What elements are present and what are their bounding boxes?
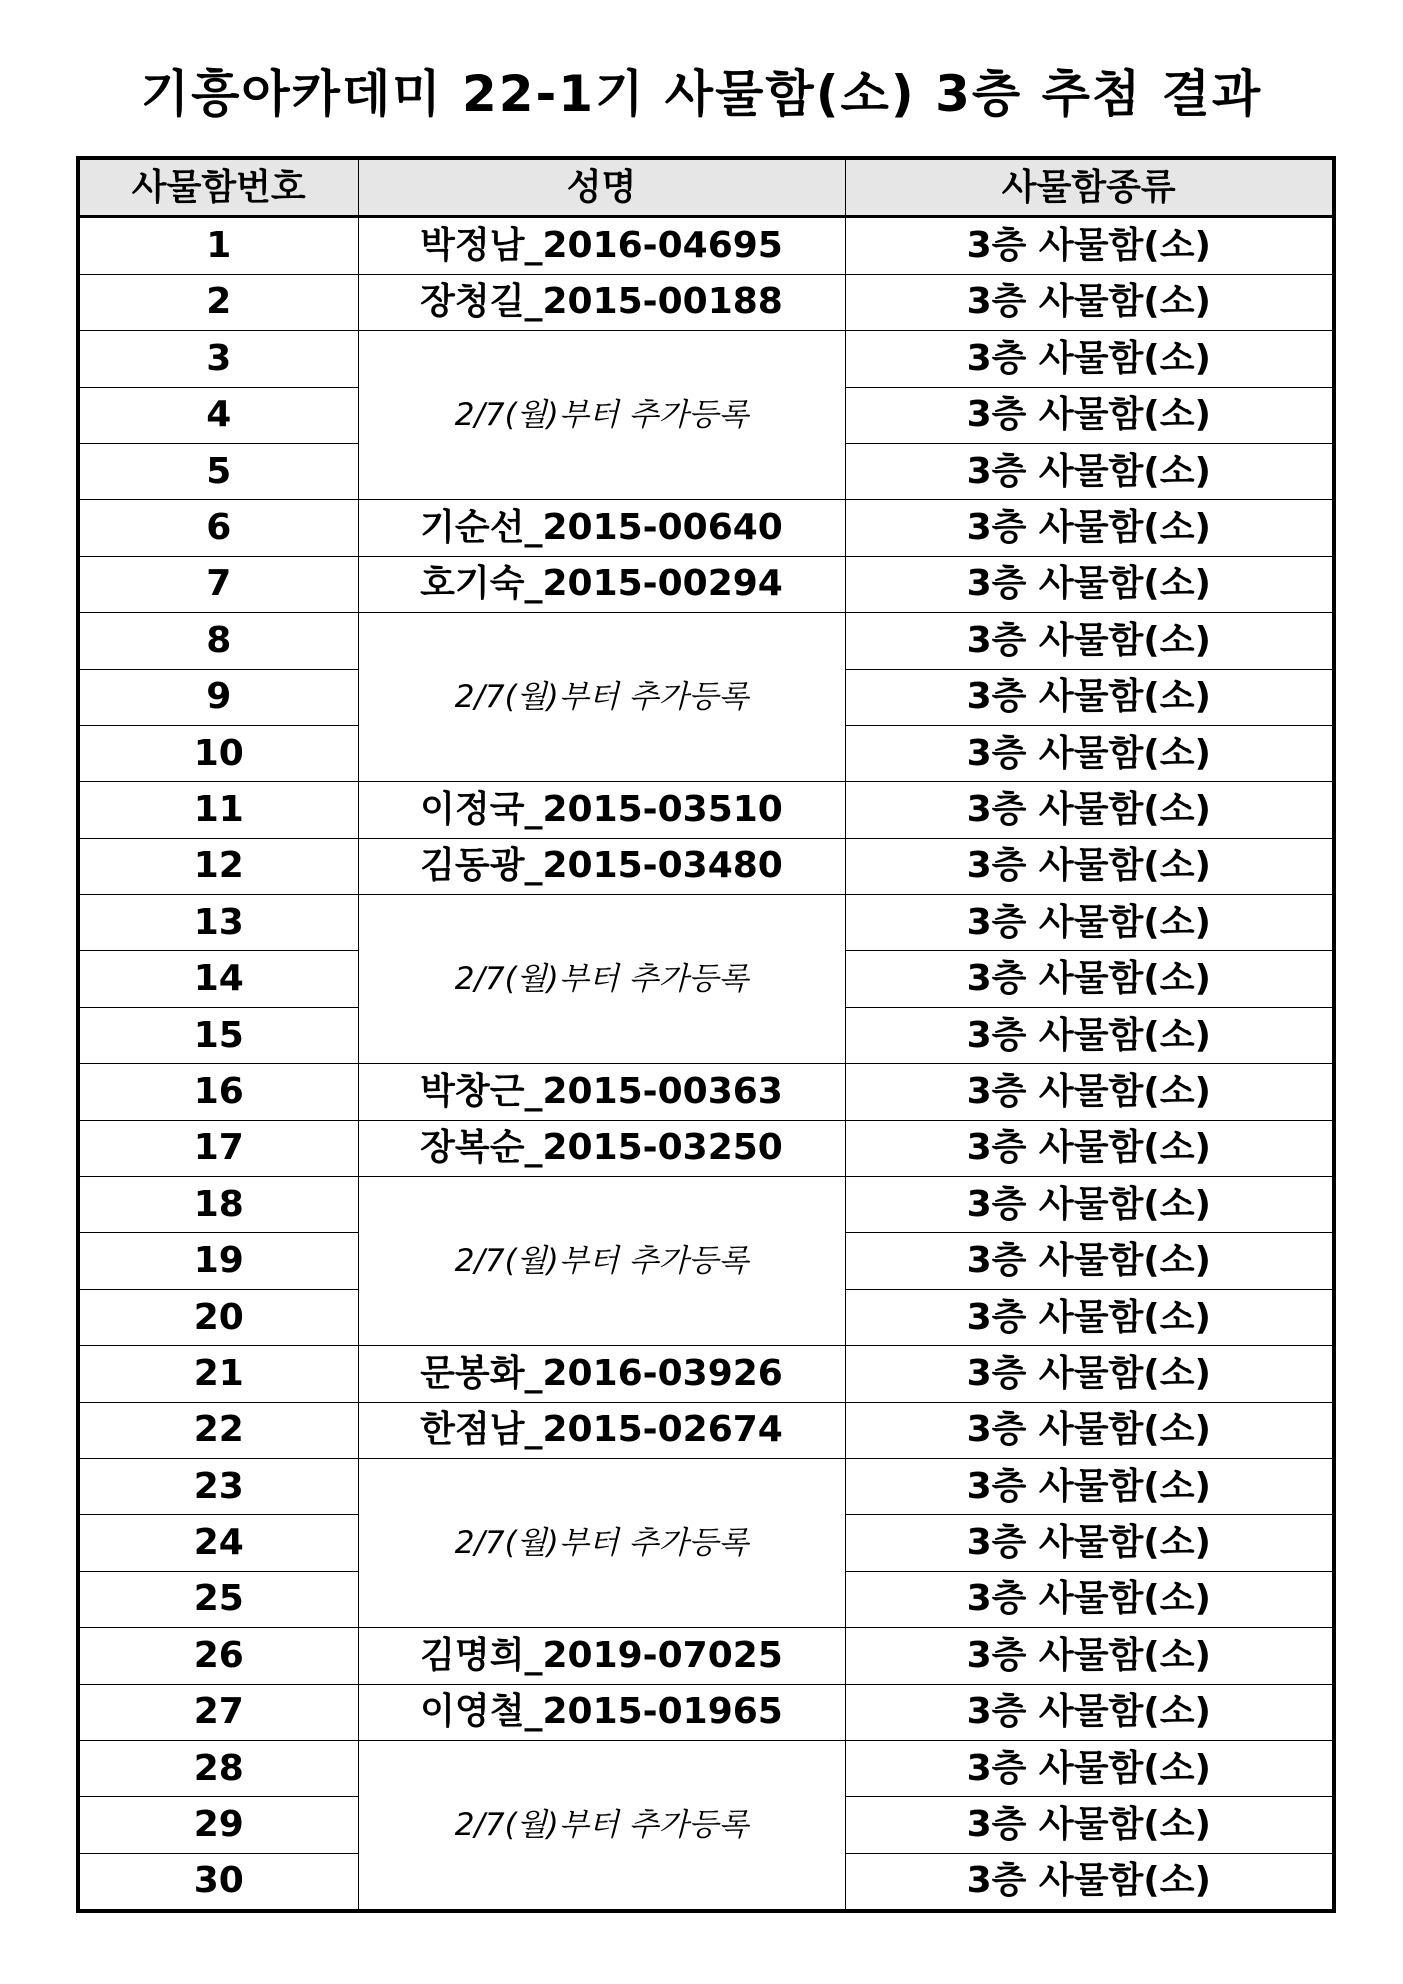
locker-type-cell: 3층 사물함(소) bbox=[845, 1458, 1334, 1514]
locker-number-cell: 28 bbox=[78, 1740, 358, 1796]
locker-type-cell: 3층 사물함(소) bbox=[845, 1346, 1334, 1402]
table-row bbox=[78, 1120, 1334, 1176]
table-row bbox=[78, 1458, 1334, 1514]
locker-type-cell: 3층 사물함(소) bbox=[845, 1120, 1334, 1176]
name-cell: 한점남_2015-02674 bbox=[358, 1402, 845, 1458]
header-name: 성명 bbox=[358, 158, 845, 217]
name-cell: 기순선_2015-00640 bbox=[358, 500, 845, 556]
locker-type-cell: 3층 사물함(소) bbox=[845, 838, 1334, 894]
table-row bbox=[78, 331, 1334, 387]
name-cell: 장복순_2015-03250 bbox=[358, 1120, 845, 1176]
locker-number-cell: 20 bbox=[78, 1289, 358, 1345]
name-cell: 호기숙_2015-00294 bbox=[358, 556, 845, 612]
locker-type-cell: 3층 사물함(소) bbox=[845, 1289, 1334, 1345]
table-row bbox=[78, 782, 1334, 838]
locker-number-cell: 14 bbox=[78, 951, 358, 1007]
name-cell: 이영철_2015-01965 bbox=[358, 1684, 845, 1740]
locker-number-cell: 19 bbox=[78, 1233, 358, 1289]
table-row bbox=[78, 613, 1334, 669]
name-cell: 문봉화_2016-03926 bbox=[358, 1346, 845, 1402]
locker-type-cell: 3층 사물함(소) bbox=[845, 217, 1334, 274]
locker-type-cell: 3층 사물함(소) bbox=[845, 1233, 1334, 1289]
locker-assignment-table bbox=[76, 156, 1336, 1913]
locker-type-cell: 3층 사물함(소) bbox=[845, 331, 1334, 387]
name-cell: 김동광_2015-03480 bbox=[358, 838, 845, 894]
locker-number-cell: 22 bbox=[78, 1402, 358, 1458]
locker-number-cell: 23 bbox=[78, 1458, 358, 1514]
locker-type-cell: 3층 사물함(소) bbox=[845, 613, 1334, 669]
locker-type-cell: 3층 사물함(소) bbox=[845, 1064, 1334, 1120]
table-row bbox=[78, 1346, 1334, 1402]
table-row bbox=[78, 1402, 1334, 1458]
locker-type-cell: 3층 사물함(소) bbox=[845, 725, 1334, 781]
table-row bbox=[78, 556, 1334, 612]
locker-type-cell: 3층 사물함(소) bbox=[845, 895, 1334, 951]
locker-type-cell: 3층 사물함(소) bbox=[845, 1797, 1334, 1853]
pending-registration-cell: 2/7(월)부터 추가등록 bbox=[358, 1177, 845, 1346]
pending-registration-cell: 2/7(월)부터 추가등록 bbox=[358, 331, 845, 500]
name-cell: 장청길_2015-00188 bbox=[358, 274, 845, 330]
locker-number-cell: 12 bbox=[78, 838, 358, 894]
table-row bbox=[78, 217, 1334, 274]
locker-number-cell: 7 bbox=[78, 556, 358, 612]
name-cell: 김명희_2019-07025 bbox=[358, 1628, 845, 1684]
locker-number-cell: 30 bbox=[78, 1853, 358, 1911]
locker-number-cell: 26 bbox=[78, 1628, 358, 1684]
name-cell: 박창근_2015-00363 bbox=[358, 1064, 845, 1120]
locker-number-cell: 16 bbox=[78, 1064, 358, 1120]
pending-registration-cell: 2/7(월)부터 추가등록 bbox=[358, 1458, 845, 1627]
table-header-row bbox=[78, 158, 1334, 217]
locker-type-cell: 3층 사물함(소) bbox=[845, 1684, 1334, 1740]
locker-number-cell: 10 bbox=[78, 725, 358, 781]
locker-number-cell: 3 bbox=[78, 331, 358, 387]
locker-number-cell: 29 bbox=[78, 1797, 358, 1853]
locker-type-cell: 3층 사물함(소) bbox=[845, 556, 1334, 612]
locker-number-cell: 11 bbox=[78, 782, 358, 838]
locker-type-cell: 3층 사물함(소) bbox=[845, 669, 1334, 725]
locker-number-cell: 27 bbox=[78, 1684, 358, 1740]
locker-number-cell: 9 bbox=[78, 669, 358, 725]
locker-number-cell: 6 bbox=[78, 500, 358, 556]
header-locker-number: 사물함번호 bbox=[78, 158, 358, 217]
table-row bbox=[78, 1064, 1334, 1120]
table-row bbox=[78, 1177, 1334, 1233]
locker-type-cell: 3층 사물함(소) bbox=[845, 274, 1334, 330]
locker-type-cell: 3층 사물함(소) bbox=[845, 1515, 1334, 1571]
name-cell: 박정남_2016-04695 bbox=[358, 217, 845, 274]
table-row bbox=[78, 838, 1334, 894]
locker-type-cell: 3층 사물함(소) bbox=[845, 443, 1334, 499]
locker-type-cell: 3층 사물함(소) bbox=[845, 951, 1334, 1007]
locker-type-cell: 3층 사물함(소) bbox=[845, 782, 1334, 838]
locker-type-cell: 3층 사물함(소) bbox=[845, 387, 1334, 443]
locker-type-cell: 3층 사물함(소) bbox=[845, 1007, 1334, 1063]
pending-registration-cell: 2/7(월)부터 추가등록 bbox=[358, 895, 845, 1064]
table-row bbox=[78, 1740, 1334, 1796]
table-row bbox=[78, 1684, 1334, 1740]
pending-registration-cell: 2/7(월)부터 추가등록 bbox=[358, 613, 845, 782]
name-cell: 이정국_2015-03510 bbox=[358, 782, 845, 838]
header-locker-type: 사물함종류 bbox=[845, 158, 1334, 217]
locker-number-cell: 18 bbox=[78, 1177, 358, 1233]
locker-number-cell: 17 bbox=[78, 1120, 358, 1176]
locker-number-cell: 24 bbox=[78, 1515, 358, 1571]
locker-type-cell: 3층 사물함(소) bbox=[845, 1177, 1334, 1233]
table-row bbox=[78, 500, 1334, 556]
locker-number-cell: 25 bbox=[78, 1571, 358, 1627]
locker-type-cell: 3층 사물함(소) bbox=[845, 1628, 1334, 1684]
pending-registration-cell: 2/7(월)부터 추가등록 bbox=[358, 1740, 845, 1911]
locker-number-cell: 2 bbox=[78, 274, 358, 330]
locker-number-cell: 15 bbox=[78, 1007, 358, 1063]
locker-type-cell: 3층 사물함(소) bbox=[845, 1853, 1334, 1911]
locker-type-cell: 3층 사물함(소) bbox=[845, 1740, 1334, 1796]
locker-type-cell: 3층 사물함(소) bbox=[845, 1402, 1334, 1458]
page-title: 기흥아카데미 22-1기 사물함(소) 3층 추첨 결과 bbox=[140, 65, 1263, 123]
locker-type-cell: 3층 사물함(소) bbox=[845, 500, 1334, 556]
table-row bbox=[78, 895, 1334, 951]
locker-number-cell: 13 bbox=[78, 895, 358, 951]
locker-number-cell: 8 bbox=[78, 613, 358, 669]
table-row bbox=[78, 1628, 1334, 1684]
locker-number-cell: 4 bbox=[78, 387, 358, 443]
table-row bbox=[78, 274, 1334, 330]
locker-number-cell: 5 bbox=[78, 443, 358, 499]
locker-number-cell: 1 bbox=[78, 217, 358, 274]
locker-number-cell: 21 bbox=[78, 1346, 358, 1402]
locker-type-cell: 3층 사물함(소) bbox=[845, 1571, 1334, 1627]
